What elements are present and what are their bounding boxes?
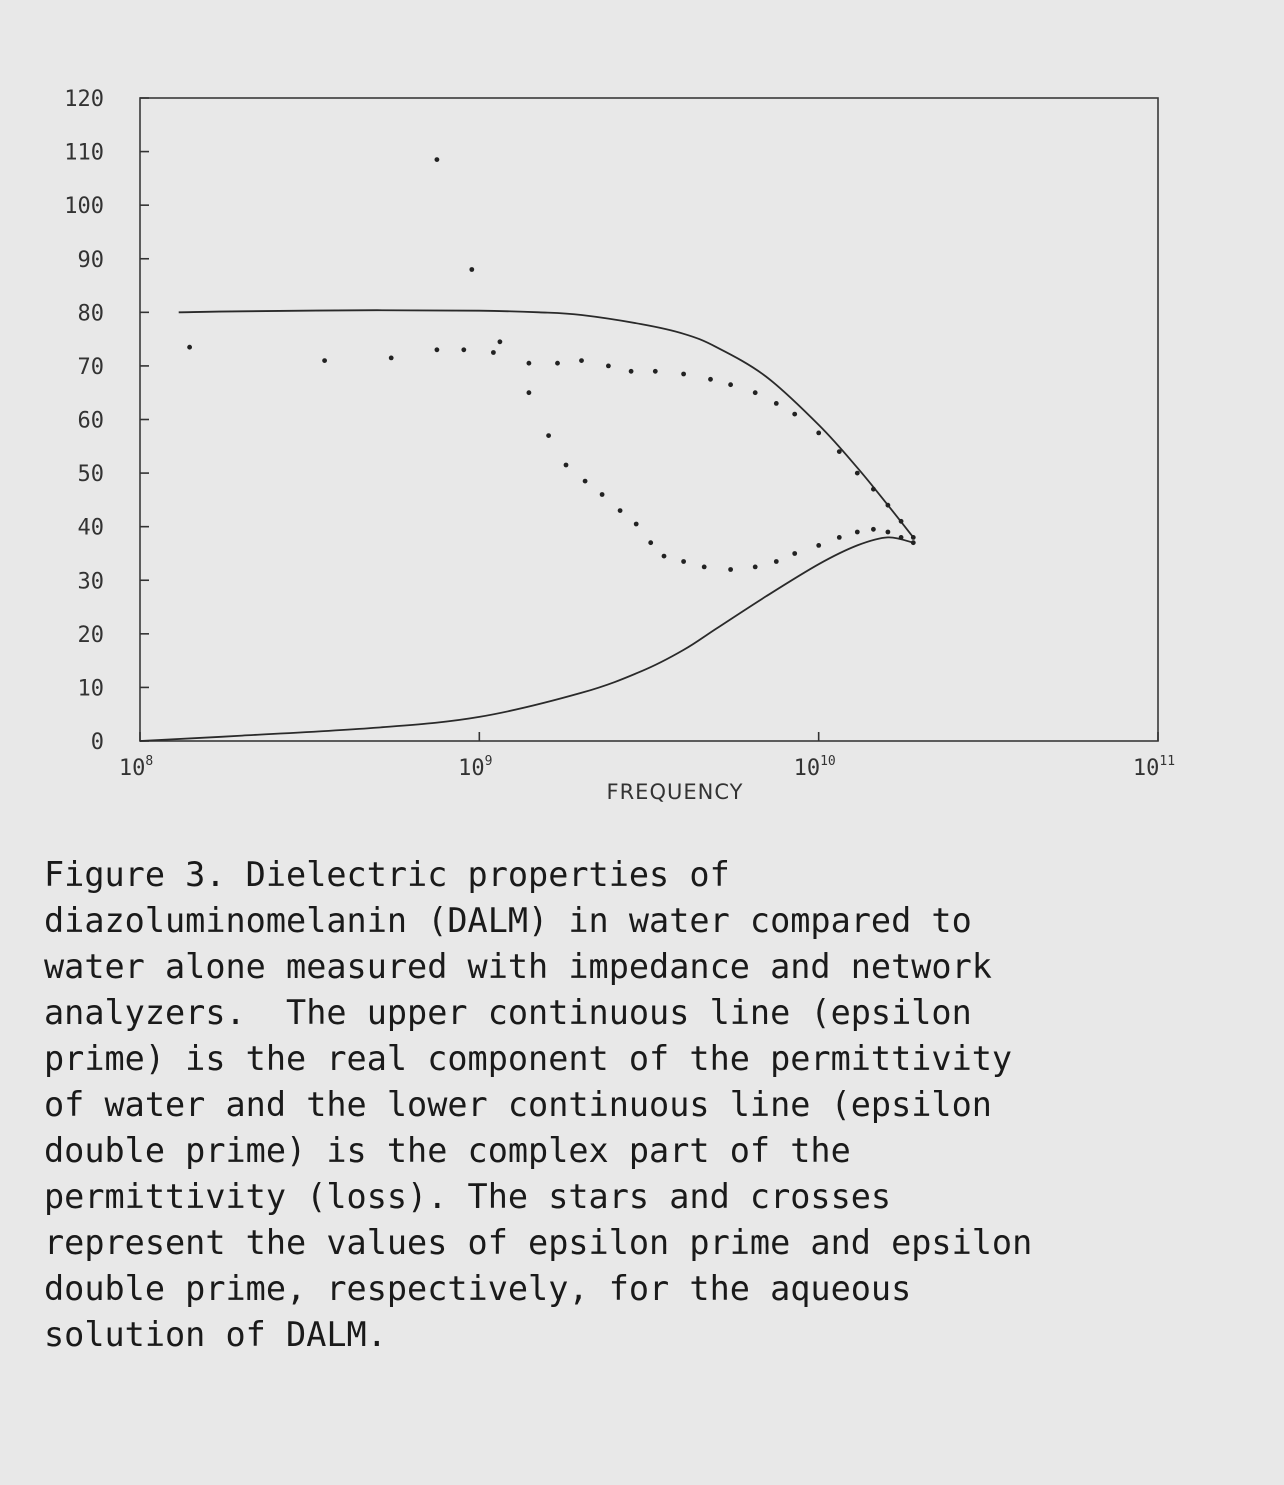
x-axis-label: FREQUENCY: [606, 780, 744, 804]
series-4-point: [753, 565, 758, 570]
caption-line: analyzers. The upper continuous line (epsilon: [44, 993, 972, 1032]
series-3-point: [871, 487, 876, 492]
series-2-line: [140, 537, 913, 741]
series-4-point: [816, 543, 821, 548]
series-3-point: [774, 401, 779, 406]
series-3-point: [653, 369, 658, 374]
y-tick-label: 60: [77, 408, 104, 434]
series-3-point: [899, 519, 904, 524]
series-3-point: [816, 431, 821, 436]
series-4-point: [871, 527, 876, 532]
series-4-point: [527, 390, 532, 395]
series-4-point: [837, 535, 842, 540]
y-tick-label: 50: [77, 462, 104, 488]
series-4-point: [634, 522, 639, 527]
series-4-point: [469, 267, 474, 272]
series-4-point: [886, 530, 891, 535]
caption-line: solution of DALM.: [44, 1315, 387, 1354]
series-4-point: [648, 540, 653, 545]
caption-line: permittivity (loss). The stars and crosses: [44, 1177, 892, 1216]
series-4-point: [435, 157, 440, 162]
y-tick-label: 30: [77, 569, 104, 595]
y-tick-label: 10: [77, 676, 104, 702]
series-4-point: [546, 433, 551, 438]
y-tick-label: 110: [64, 140, 104, 166]
series-4-point: [774, 559, 779, 564]
y-tick-label: 80: [77, 301, 104, 327]
series-3-point: [886, 503, 891, 508]
series-3-point: [753, 390, 758, 395]
series-4-point: [583, 479, 588, 484]
series-3-point: [728, 382, 733, 387]
series-3-point: [579, 358, 584, 363]
caption-line: double prime, respectively, for the aqueous: [44, 1269, 912, 1308]
series-3-point: [708, 377, 713, 382]
plot-frame: [140, 98, 1158, 741]
caption-line: diazoluminomelanin (DALM) in water compared to: [44, 901, 972, 940]
series-4-point: [600, 492, 605, 497]
series-4-point: [681, 559, 686, 564]
series-3-point: [837, 449, 842, 454]
series-4-point: [792, 551, 797, 556]
caption-line: prime) is the real component of the permittivity: [44, 1039, 1013, 1078]
y-tick-label: 120: [64, 87, 104, 112]
y-tick-label: 20: [77, 622, 104, 648]
caption-line: double prime) is the complex part of the: [44, 1131, 851, 1170]
series-3-point: [855, 471, 860, 476]
series-4-point: [662, 554, 667, 559]
series-3-point: [461, 347, 466, 352]
series-3-point: [187, 345, 192, 350]
caption-line: represent the values of epsilon prime and epsilon: [44, 1223, 1033, 1262]
series-4-point: [855, 530, 860, 535]
x-tick-label: $10^8$: [118, 754, 154, 781]
y-tick-label: 70: [77, 354, 104, 380]
caption-line: of water and the lower continuous line (epsilon: [44, 1085, 992, 1124]
series-4-point: [911, 540, 916, 545]
series-3-point: [629, 369, 634, 374]
figure-caption: [44, 852, 1234, 1358]
y-tick-label: 90: [77, 247, 104, 273]
series-3-point: [911, 535, 916, 540]
series-3-point: [527, 361, 532, 366]
caption-line: water alone measured with impedance and network: [44, 947, 992, 986]
series-3-point: [606, 364, 611, 369]
series-4-point: [564, 463, 569, 468]
series-3-point: [389, 356, 394, 361]
caption-line: Figure 3. Dielectric properties of: [44, 855, 730, 894]
y-tick-label: 100: [64, 194, 104, 220]
series-4-point: [899, 535, 904, 540]
x-tick-label: $10^9$: [458, 754, 493, 781]
series-3-point: [681, 372, 686, 377]
series-3-point: [322, 358, 327, 363]
series-3-point: [792, 412, 797, 417]
series-4-point: [498, 339, 503, 344]
series-4-point: [618, 508, 623, 513]
series-4-point: [702, 565, 707, 570]
x-tick-label: $10^{10}$: [793, 754, 836, 781]
y-tick-label: 40: [77, 515, 104, 541]
y-tick-label: 0: [90, 730, 104, 755]
series-4-point: [728, 567, 733, 572]
x-tick-label: $10^{11}$: [1132, 754, 1176, 781]
series-3-point: [491, 350, 496, 355]
series-1-line: [179, 310, 914, 537]
series-3-point: [435, 347, 440, 352]
series-3-point: [555, 361, 560, 366]
